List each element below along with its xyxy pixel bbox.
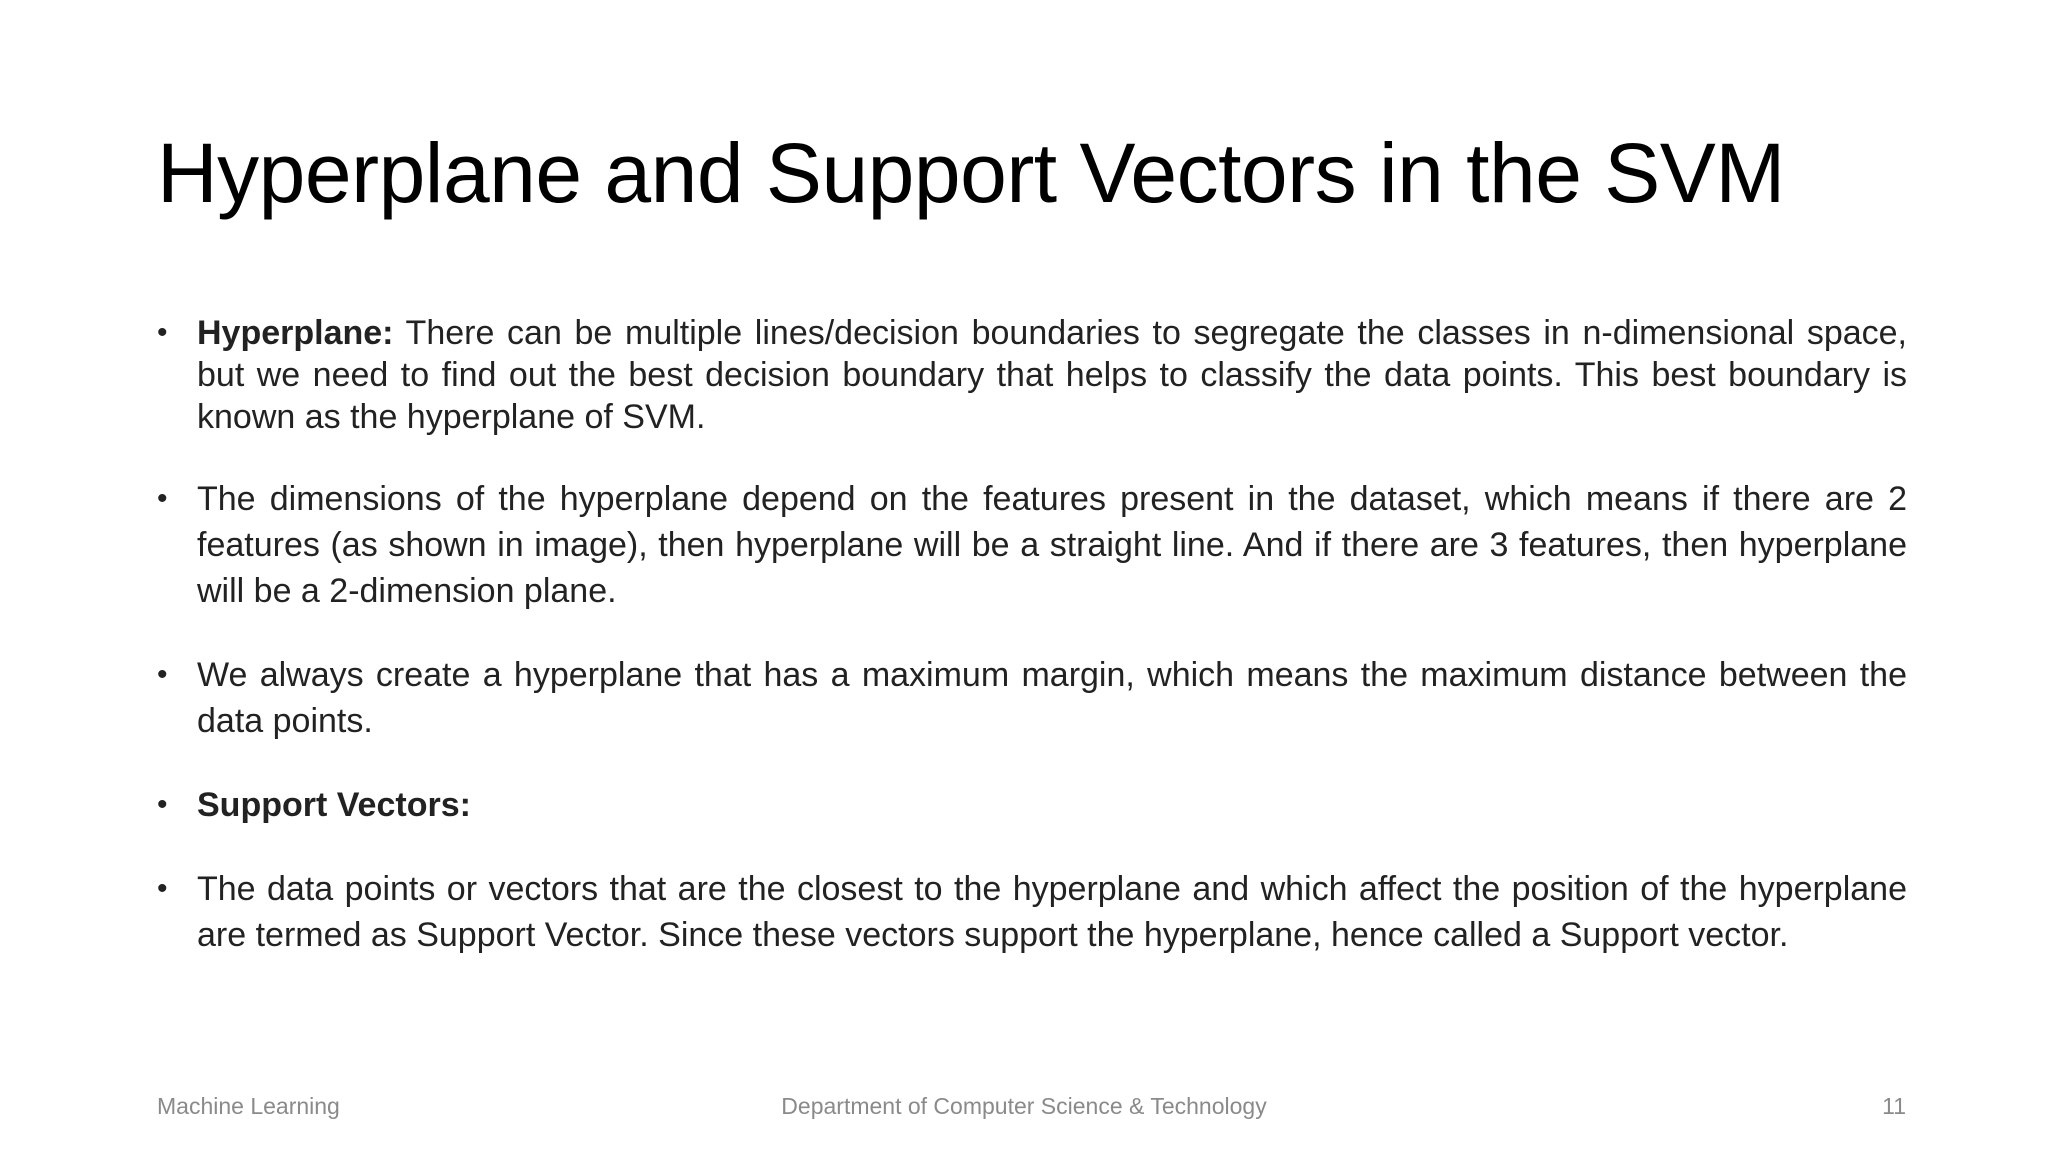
footer-course-name: Machine Learning (157, 1093, 340, 1119)
bullet-marker: • (157, 872, 168, 905)
bullet-marker: • (157, 482, 168, 515)
bullet-marker: • (157, 658, 168, 691)
bullet-text-dimensions: The dimensions of the hyperplane depend on the features present in the dataset, which means if there are 2 features (as shown in image), then hyperplane will be a straight line. And if there are 3 features, then hyperplane will be a 2-dimension plane. (197, 480, 1907, 610)
bullet-list (157, 312, 1907, 996)
bullet-dimensions (157, 476, 1907, 614)
footer-page-number: 11 (1882, 1093, 1906, 1119)
slide-title: Hyperplane and Support Vectors in the SVM (157, 126, 1785, 220)
bullet-label-support-vectors: Support Vectors: (197, 786, 471, 824)
bullet-hyperplane (157, 312, 1907, 438)
bullet-marker: • (157, 788, 168, 821)
footer-department: Department of Computer Science & Technology (781, 1093, 1267, 1119)
bullet-text-hyperplane: There can be multiple lines/decision boundaries to segregate the classes in n-dimensional space, but we need to find out the best decision boundary that helps to classify the data points. This best boundary is known as the hyperplane of SVM. (197, 314, 1907, 436)
bullet-text-support-vectors: The data points or vectors that are the closest to the hyperplane and which affect the position of the hyperplane are termed as Support Vector. Since these vectors support the hyperplane, hence called a Support vector. (197, 870, 1907, 954)
bullet-label-hyperplane: Hyperplane: (197, 314, 394, 352)
bullet-text-margin: We always create a hyperplane that has a maximum margin, which means the maximum distance between the data points. (197, 656, 1907, 740)
bullet-marker: • (157, 316, 168, 349)
bullet-support-vectors-heading (157, 782, 1907, 828)
bullet-margin (157, 652, 1907, 744)
bullet-support-vectors-definition (157, 866, 1907, 958)
